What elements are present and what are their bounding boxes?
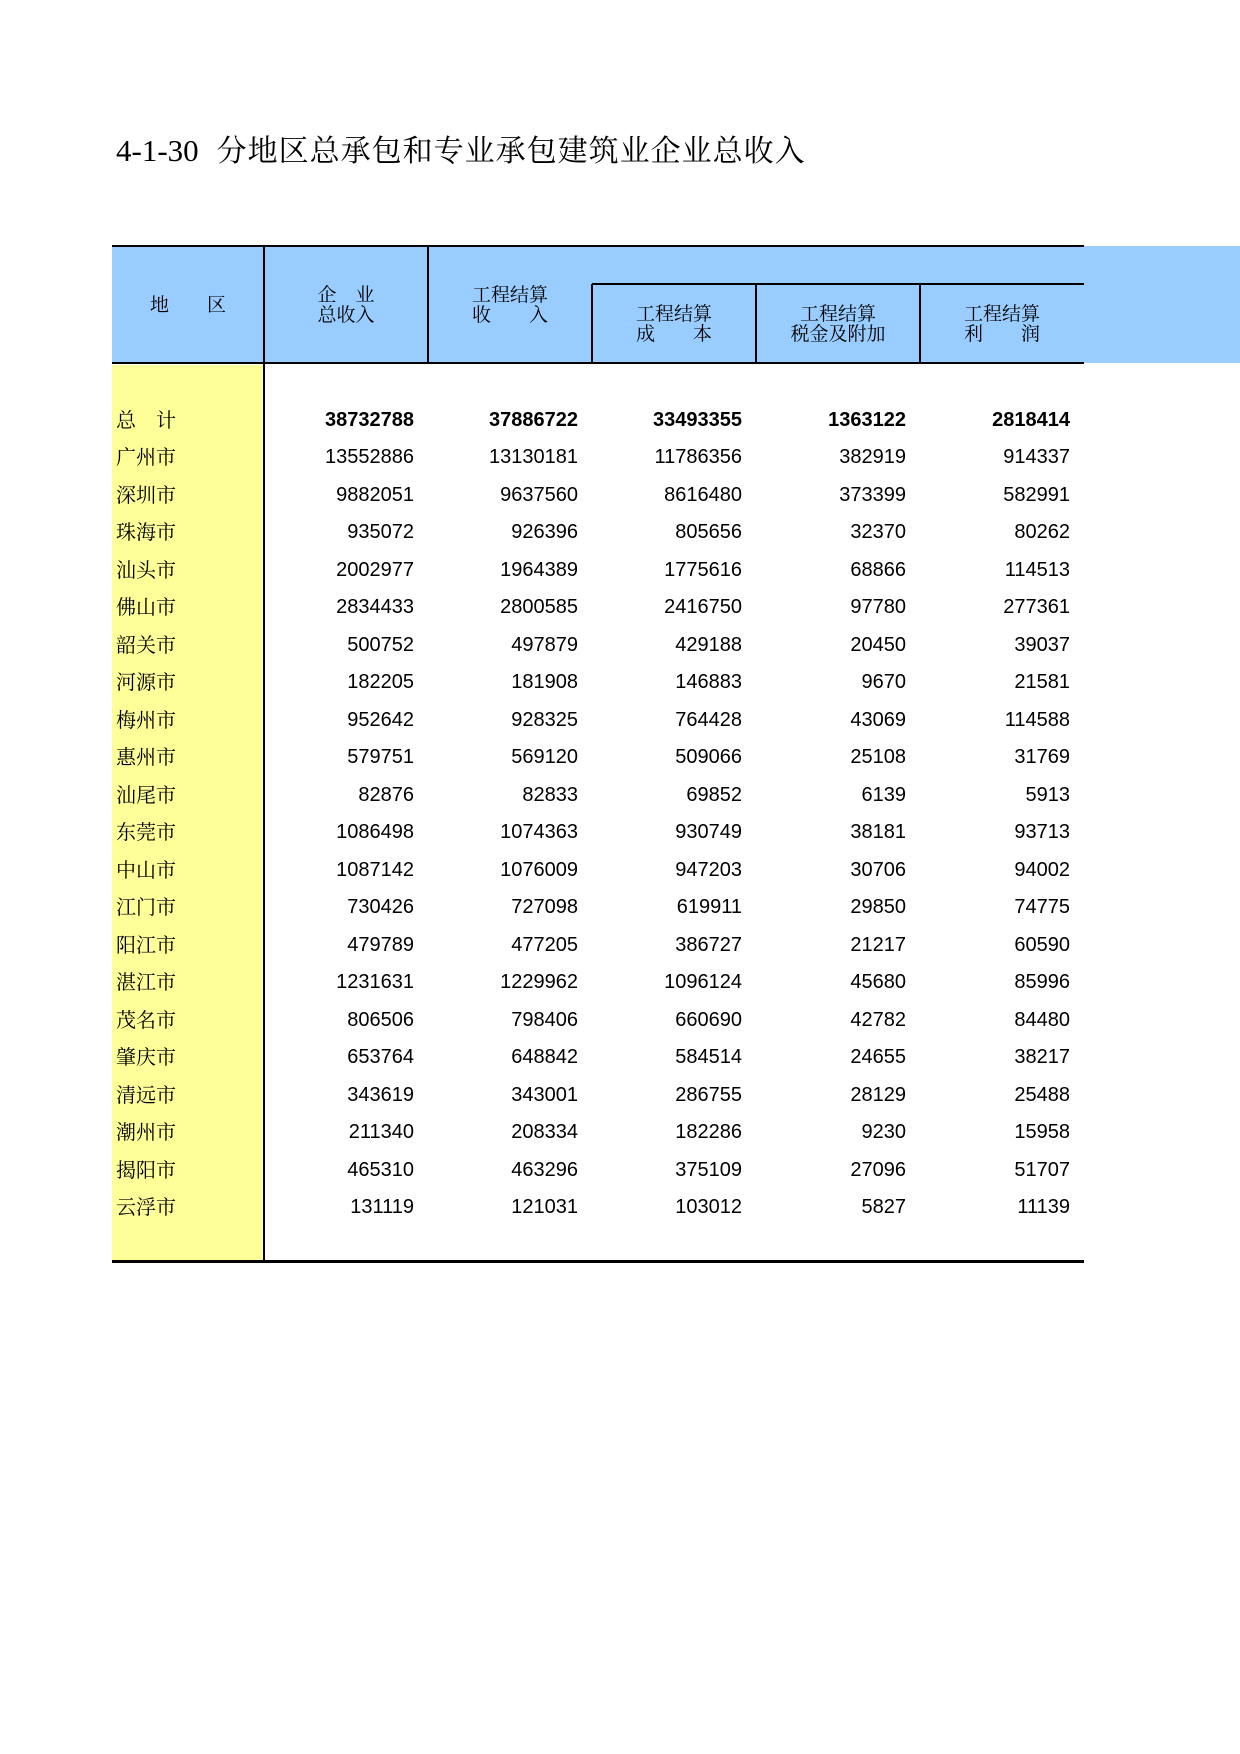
header-settlement-cost: 工程结算 成 本 xyxy=(635,303,712,345)
table-row xyxy=(112,817,1084,847)
cell-settlement-tax: 27096 xyxy=(850,1159,906,1181)
cell-settlement-profit: 51707 xyxy=(1014,1159,1070,1181)
cell-settlement-profit: 914337 xyxy=(1003,446,1070,468)
cell-settlement-income: 497879 xyxy=(511,634,578,656)
table-row xyxy=(112,930,1084,960)
header-settlement-profit: 工程结算 利 润 xyxy=(963,303,1040,345)
cell-settlement-income: 121031 xyxy=(511,1196,578,1218)
cell-total-income: 579751 xyxy=(347,746,414,768)
row-region: 云浮市 xyxy=(116,1195,176,1219)
table-row xyxy=(112,630,1084,660)
cell-settlement-tax: 43069 xyxy=(850,709,906,731)
cell-settlement-profit: 80262 xyxy=(1014,521,1070,543)
row-region: 深圳市 xyxy=(116,483,176,507)
cell-settlement-tax: 9230 xyxy=(861,1121,906,1143)
table-row xyxy=(112,442,1084,472)
cell-settlement-profit: 582991 xyxy=(1003,484,1070,506)
cell-settlement-profit: 114513 xyxy=(1004,559,1070,581)
cell-settlement-cost: 509066 xyxy=(675,746,742,768)
cell-total-income: 211340 xyxy=(348,1121,414,1143)
cell-settlement-cost: 805656 xyxy=(675,521,742,543)
cell-settlement-profit: 114588 xyxy=(1004,709,1070,731)
cell-total-income: 806506 xyxy=(347,1009,414,1031)
cell-settlement-income: 928325 xyxy=(511,709,578,731)
cell-settlement-profit: 38217 xyxy=(1014,1046,1070,1068)
cell-settlement-cost: 947203 xyxy=(675,859,742,881)
row-region: 韶关市 xyxy=(116,633,176,657)
cell-settlement-profit: 25488 xyxy=(1014,1084,1070,1106)
page-title xyxy=(116,126,806,170)
row-region: 汕头市 xyxy=(116,558,176,582)
cell-settlement-income: 2800585 xyxy=(500,596,578,618)
row-region: 清远市 xyxy=(116,1083,176,1107)
cell-total-income: 343619 xyxy=(347,1084,414,1106)
cell-total-income: 131119 xyxy=(350,1196,414,1218)
row-region: 珠海市 xyxy=(116,520,176,544)
cell-settlement-tax: 32370 xyxy=(850,521,906,543)
cell-settlement-profit: 74775 xyxy=(1014,896,1070,918)
cell-total-income: 1087142 xyxy=(336,859,414,881)
cell-settlement-income: 727098 xyxy=(511,896,578,918)
cell-settlement-profit: 11139 xyxy=(1017,1196,1070,1218)
cell-total-income: 653764 xyxy=(347,1046,414,1068)
cell-total-income: 1086498 xyxy=(336,821,414,843)
cell-settlement-income: 1076009 xyxy=(500,859,578,881)
top-rule xyxy=(112,245,1084,247)
row-region: 江门市 xyxy=(116,895,176,919)
cell-settlement-profit: 60590 xyxy=(1014,934,1070,956)
cell-settlement-income: 1229962 xyxy=(500,971,578,993)
table-row xyxy=(112,555,1084,585)
cell-total-income: 2002977 xyxy=(336,559,414,581)
cell-total-income: 2834433 xyxy=(336,596,414,618)
cell-settlement-cost: 375109 xyxy=(675,1159,742,1181)
cell-settlement-profit: 15958 xyxy=(1014,1121,1070,1143)
cell-settlement-income: 798406 xyxy=(511,1009,578,1031)
row-region: 惠州市 xyxy=(116,745,176,769)
cell-settlement-income: 208334 xyxy=(511,1121,578,1143)
cell-settlement-tax: 5827 xyxy=(861,1196,906,1218)
row-region: 潮州市 xyxy=(116,1120,176,1144)
row-region: 总 计 xyxy=(116,408,176,432)
cell-total-income: 38732788 xyxy=(325,409,414,431)
row-region: 广州市 xyxy=(116,445,176,469)
cell-settlement-profit: 2818414 xyxy=(992,409,1070,431)
table-row xyxy=(112,855,1084,885)
cell-settlement-profit: 31769 xyxy=(1014,746,1070,768)
cell-settlement-tax: 28129 xyxy=(850,1084,906,1106)
cell-settlement-profit: 39037 xyxy=(1014,634,1070,656)
cell-settlement-tax: 30706 xyxy=(850,859,906,881)
cell-settlement-income: 343001 xyxy=(511,1084,578,1106)
cell-settlement-tax: 9670 xyxy=(861,671,906,693)
cell-settlement-profit: 277361 xyxy=(1003,596,1070,618)
row-region: 中山市 xyxy=(116,858,176,882)
header-total-income: 企 业 总收入 xyxy=(317,284,375,326)
cell-settlement-cost: 182286 xyxy=(675,1121,742,1143)
header-bottom-rule xyxy=(112,362,1084,364)
row-region: 梅州市 xyxy=(116,708,176,732)
cell-settlement-cost: 286755 xyxy=(675,1084,742,1106)
cell-total-income: 82876 xyxy=(358,784,414,806)
cell-settlement-income: 648842 xyxy=(511,1046,578,1068)
cell-settlement-tax: 45680 xyxy=(850,971,906,993)
cell-settlement-tax: 25108 xyxy=(850,746,906,768)
cell-settlement-tax: 373399 xyxy=(839,484,906,506)
cell-settlement-profit: 94002 xyxy=(1014,859,1070,881)
cell-settlement-income: 569120 xyxy=(511,746,578,768)
cell-settlement-cost: 930749 xyxy=(675,821,742,843)
row-region: 肇庆市 xyxy=(116,1045,176,1069)
cell-settlement-income: 477205 xyxy=(511,934,578,956)
header-settlement-tax: 工程结算 税金及附加 xyxy=(790,303,886,345)
cell-settlement-tax: 6139 xyxy=(861,784,906,806)
table-row xyxy=(112,1155,1084,1185)
table-row xyxy=(112,967,1084,997)
header-region: 地 区 xyxy=(149,294,226,316)
table-row xyxy=(112,1005,1084,1035)
table-row xyxy=(112,1117,1084,1147)
table-row xyxy=(112,667,1084,697)
table-row xyxy=(112,1192,1084,1222)
cell-total-income: 500752 xyxy=(347,634,414,656)
cell-settlement-income: 1074363 xyxy=(500,821,578,843)
table-row xyxy=(112,892,1084,922)
cell-total-income: 479789 xyxy=(347,934,414,956)
row-region: 汕尾市 xyxy=(116,783,176,807)
cell-settlement-income: 82833 xyxy=(522,784,578,806)
cell-settlement-tax: 1363122 xyxy=(828,409,906,431)
cell-total-income: 182205 xyxy=(347,671,414,693)
cell-settlement-cost: 386727 xyxy=(675,934,742,956)
cell-settlement-profit: 85996 xyxy=(1014,971,1070,993)
cell-settlement-income: 9637560 xyxy=(500,484,578,506)
cell-settlement-tax: 97780 xyxy=(850,596,906,618)
cell-total-income: 935072 xyxy=(347,521,414,543)
cell-settlement-income: 1964389 xyxy=(500,559,578,581)
table-row xyxy=(112,517,1084,547)
cell-settlement-cost: 11786356 xyxy=(654,446,742,468)
cell-total-income: 465310 xyxy=(347,1159,414,1181)
cell-settlement-profit: 21581 xyxy=(1014,671,1070,693)
cell-settlement-tax: 68866 xyxy=(850,559,906,581)
cell-settlement-cost: 1096124 xyxy=(664,971,742,993)
cell-settlement-cost: 33493355 xyxy=(653,409,742,431)
cell-settlement-cost: 2416750 xyxy=(664,596,742,618)
row-region: 阳江市 xyxy=(116,933,176,957)
cell-settlement-cost: 8616480 xyxy=(664,484,742,506)
cell-total-income: 952642 xyxy=(347,709,414,731)
header-settlement-income: 工程结算 收 入 xyxy=(471,284,548,326)
row-region: 佛山市 xyxy=(116,595,176,619)
cell-settlement-cost: 584514 xyxy=(675,1046,742,1068)
cell-settlement-tax: 382919 xyxy=(839,446,906,468)
cell-settlement-tax: 42782 xyxy=(850,1009,906,1031)
table-row xyxy=(112,742,1084,772)
cell-settlement-income: 463296 xyxy=(511,1159,578,1181)
cell-settlement-tax: 24655 xyxy=(850,1046,906,1068)
cell-settlement-cost: 429188 xyxy=(675,634,742,656)
row-region: 河源市 xyxy=(116,670,176,694)
bottom-rule xyxy=(112,1260,1084,1263)
cell-settlement-tax: 20450 xyxy=(850,634,906,656)
cell-settlement-cost: 103012 xyxy=(675,1196,742,1218)
cell-settlement-cost: 660690 xyxy=(675,1009,742,1031)
table-row-total xyxy=(112,405,1084,435)
row-region: 茂名市 xyxy=(116,1008,176,1032)
table-row xyxy=(112,705,1084,735)
cell-total-income: 13552886 xyxy=(325,446,414,468)
table-row xyxy=(112,1080,1084,1110)
cell-settlement-income: 37886722 xyxy=(489,409,578,431)
cell-settlement-profit: 84480 xyxy=(1014,1009,1070,1031)
row-region: 东莞市 xyxy=(116,820,176,844)
table-code: 4-1-30 xyxy=(116,133,199,168)
cell-settlement-profit: 5913 xyxy=(1025,784,1070,806)
cell-settlement-cost: 619911 xyxy=(676,896,742,918)
row-region: 揭阳市 xyxy=(116,1158,176,1182)
cell-settlement-cost: 146883 xyxy=(675,671,742,693)
settlement-group-rule xyxy=(592,283,1084,285)
cell-total-income: 9882051 xyxy=(336,484,414,506)
table-row xyxy=(112,1042,1084,1072)
cell-settlement-income: 13130181 xyxy=(489,446,578,468)
cell-settlement-cost: 69852 xyxy=(686,784,742,806)
cell-settlement-cost: 764428 xyxy=(675,709,742,731)
cell-settlement-income: 181908 xyxy=(511,671,578,693)
cell-settlement-tax: 29850 xyxy=(850,896,906,918)
table-row xyxy=(112,780,1084,810)
cell-settlement-profit: 93713 xyxy=(1014,821,1070,843)
cell-settlement-tax: 21217 xyxy=(850,934,906,956)
cell-total-income: 730426 xyxy=(347,896,414,918)
cell-settlement-income: 926396 xyxy=(511,521,578,543)
row-region: 湛江市 xyxy=(116,970,176,994)
cell-settlement-tax: 38181 xyxy=(850,821,906,843)
table-title: 分地区总承包和专业承包建筑业企业总收入 xyxy=(216,134,806,169)
cell-total-income: 1231631 xyxy=(336,971,414,993)
table-row xyxy=(112,592,1084,622)
cell-settlement-cost: 1775616 xyxy=(664,559,742,581)
table-row xyxy=(112,480,1084,510)
